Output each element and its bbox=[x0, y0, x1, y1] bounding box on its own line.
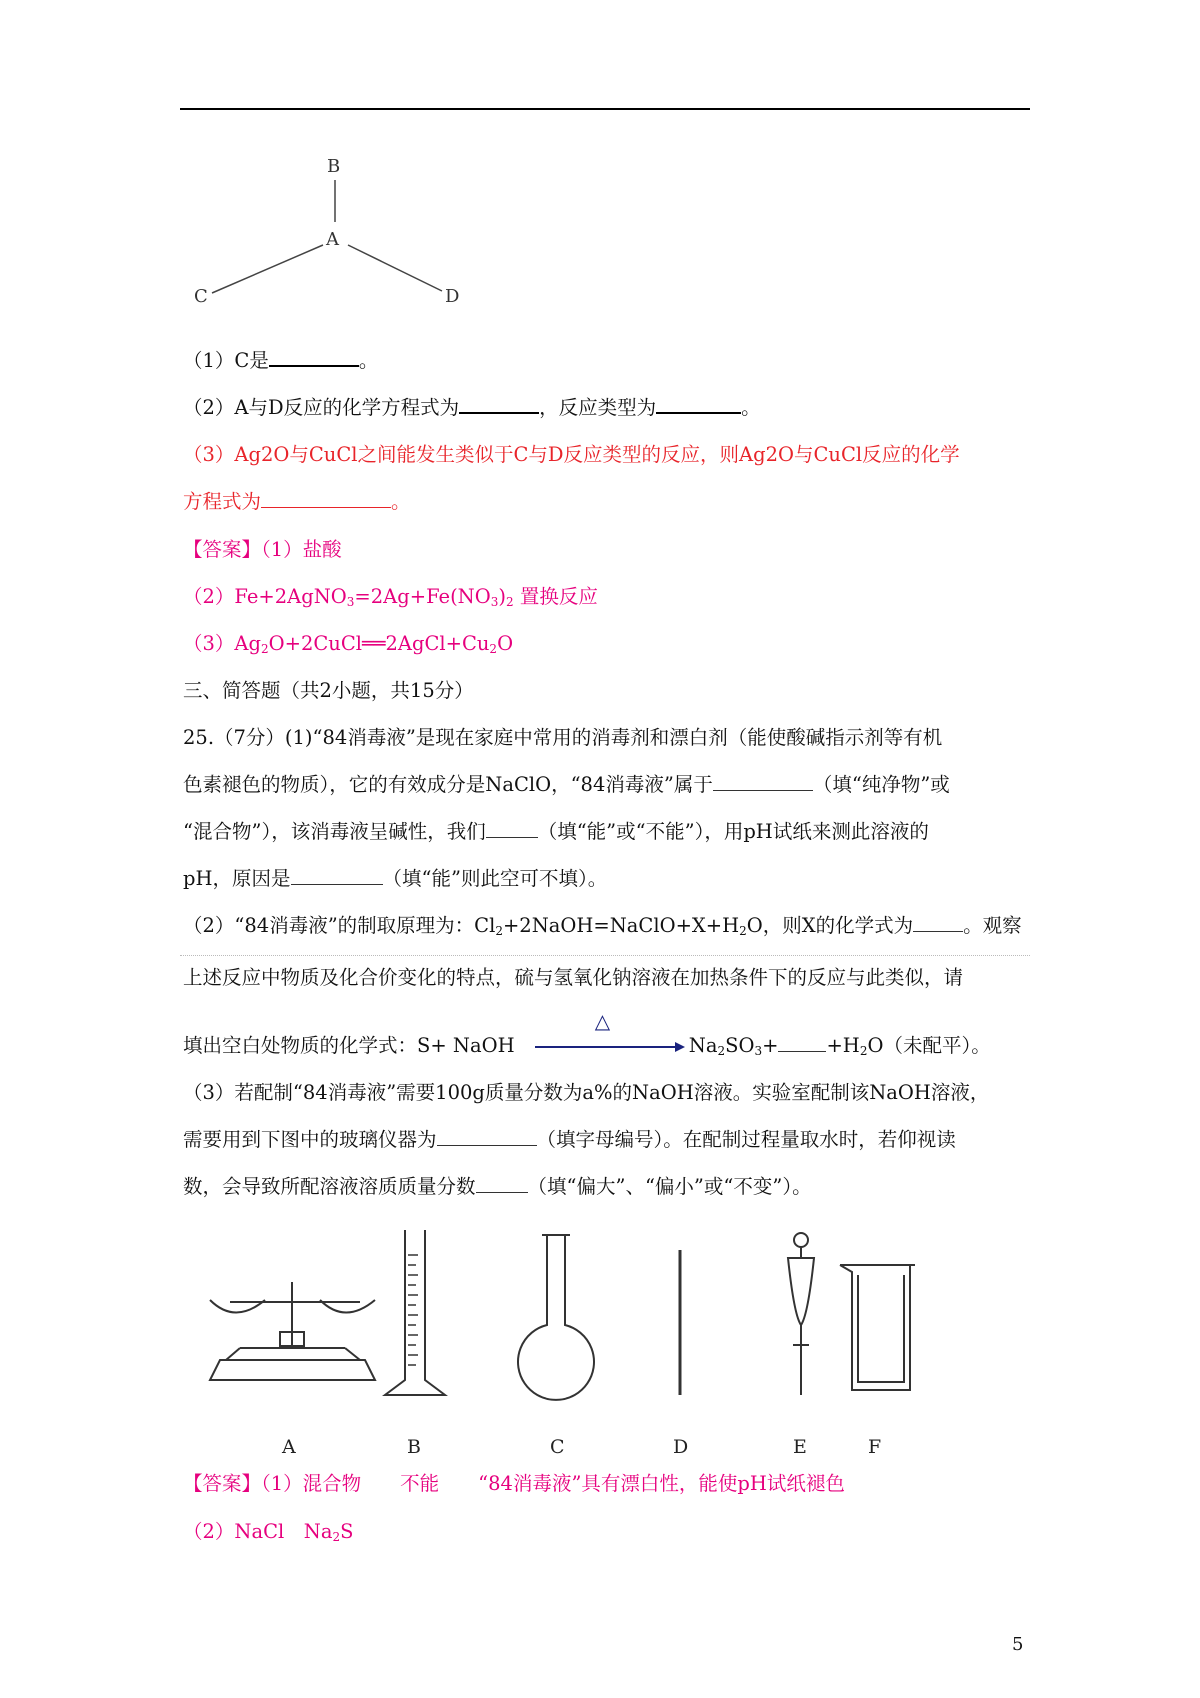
q25-line7: 填出空白处物质的化学式：S+ NaOH △ $Na_2SO_3+ +H_2O$（未配平）。 bbox=[183, 1008, 991, 1058]
q24-answer3: $(3)Ag_2O+2CuCl══2AgCl+Cu_2O$ bbox=[183, 632, 514, 656]
beaker-icon bbox=[840, 1265, 915, 1390]
q25-line8: （3）若配制“84消毒液”需要100g质量分数为a%的NaOH溶液。实验室配制该NaOH溶液， bbox=[183, 1081, 990, 1104]
answer-blank bbox=[291, 866, 383, 885]
answer-blank bbox=[261, 489, 391, 508]
q25-answer1: 【答案】（1）混合物 不能 “84消毒液”具有漂白性，能使pH试纸褪色 bbox=[183, 1472, 845, 1495]
section-heading: 三、简答题（共2小题，共15分） bbox=[183, 679, 474, 702]
label-a: A bbox=[326, 229, 339, 250]
q25-answer2: （2）NaCl $Na_2S$ bbox=[183, 1520, 354, 1544]
q24-line3: （3）Ag2O与CuCl之间能发生类似于C与D反应类型的反应，则Ag2O与CuCl反应的化学 bbox=[183, 443, 960, 466]
page-number: 5 bbox=[1012, 1634, 1024, 1655]
answer-blank bbox=[486, 819, 538, 838]
answer-blank bbox=[713, 772, 813, 791]
answer-blank bbox=[437, 1127, 537, 1146]
answer-blank bbox=[269, 347, 359, 367]
balance-icon bbox=[210, 1282, 375, 1380]
q24-answer2: $(2)Fe+2AgNO_3=2Ag+Fe(NO_3)_2$ 置换反应 bbox=[183, 585, 598, 609]
q25-line6: 上述反应中物质及化合价变化的特点，硫与氢氧化钠溶液在加热条件下的反应与此类似，请 bbox=[183, 966, 964, 989]
apparatus-label-c: C bbox=[550, 1436, 565, 1458]
apparatus-label-d: D bbox=[673, 1436, 689, 1458]
apparatus-label-a: A bbox=[282, 1436, 296, 1458]
q25-line5: （2）“84消毒液”的制取原理为：$Cl_2+2NaOH=NaClO+X+H_2O$，则X的化学式为 。观察 bbox=[183, 914, 1022, 938]
label-b: B bbox=[327, 156, 341, 177]
q24-answer1: 【答案】（1）盐酸 bbox=[183, 538, 342, 561]
q25-line9: 需要用到下图中的玻璃仪器为 （填字母编号）。在配制过程量取水时，若仰视读 bbox=[183, 1128, 956, 1151]
dotted-divider bbox=[180, 955, 1030, 956]
q24-line2: （2）A与D反应的化学方程式为 ，反应类型为 。 bbox=[183, 396, 761, 419]
q25-line10: 数，会导致所配溶液溶质质量分数 （填“偏大”、“偏小”或“不变”）。 bbox=[183, 1175, 812, 1198]
header-rule bbox=[180, 108, 1030, 110]
answer-blank bbox=[778, 1033, 826, 1052]
separatory-funnel-icon bbox=[788, 1233, 814, 1395]
structure-diagram bbox=[180, 150, 500, 320]
lab-apparatus bbox=[180, 1220, 1030, 1460]
heat-arrow: △ bbox=[535, 1037, 685, 1057]
q24-line1: （1）C是 。 bbox=[183, 349, 379, 372]
answer-blank bbox=[656, 394, 741, 414]
q25-line1: 25.（7分）(1)“84消毒液”是现在家庭中常用的消毒剂和漂白剂（能使酸碱指示剂等有机 bbox=[183, 726, 943, 749]
label-c: C bbox=[194, 286, 208, 307]
q25-line4: pH，原因是 （填“能”则此空可不填）。 bbox=[183, 867, 608, 890]
flask-icon bbox=[518, 1235, 594, 1400]
apparatus-label-f: F bbox=[868, 1436, 882, 1458]
answer-blank bbox=[913, 913, 963, 932]
q24-line4: 方程式为 。 bbox=[183, 490, 411, 513]
apparatus-label-b: B bbox=[407, 1436, 421, 1458]
answer-blank bbox=[459, 394, 539, 414]
q25-line2: 色素褪色的物质），它的有效成分是NaClO，“84消毒液”属于 （填“纯净物”或 bbox=[183, 773, 950, 796]
answer-blank bbox=[476, 1174, 528, 1193]
apparatus-label-e: E bbox=[793, 1436, 807, 1458]
q25-line3: “混合物”），该消毒液呈碱性，我们 （填“能”或“不能”），用pH试纸来测此溶液的 bbox=[183, 820, 929, 843]
label-d: D bbox=[445, 286, 460, 307]
graduated-cylinder-icon bbox=[385, 1230, 445, 1395]
